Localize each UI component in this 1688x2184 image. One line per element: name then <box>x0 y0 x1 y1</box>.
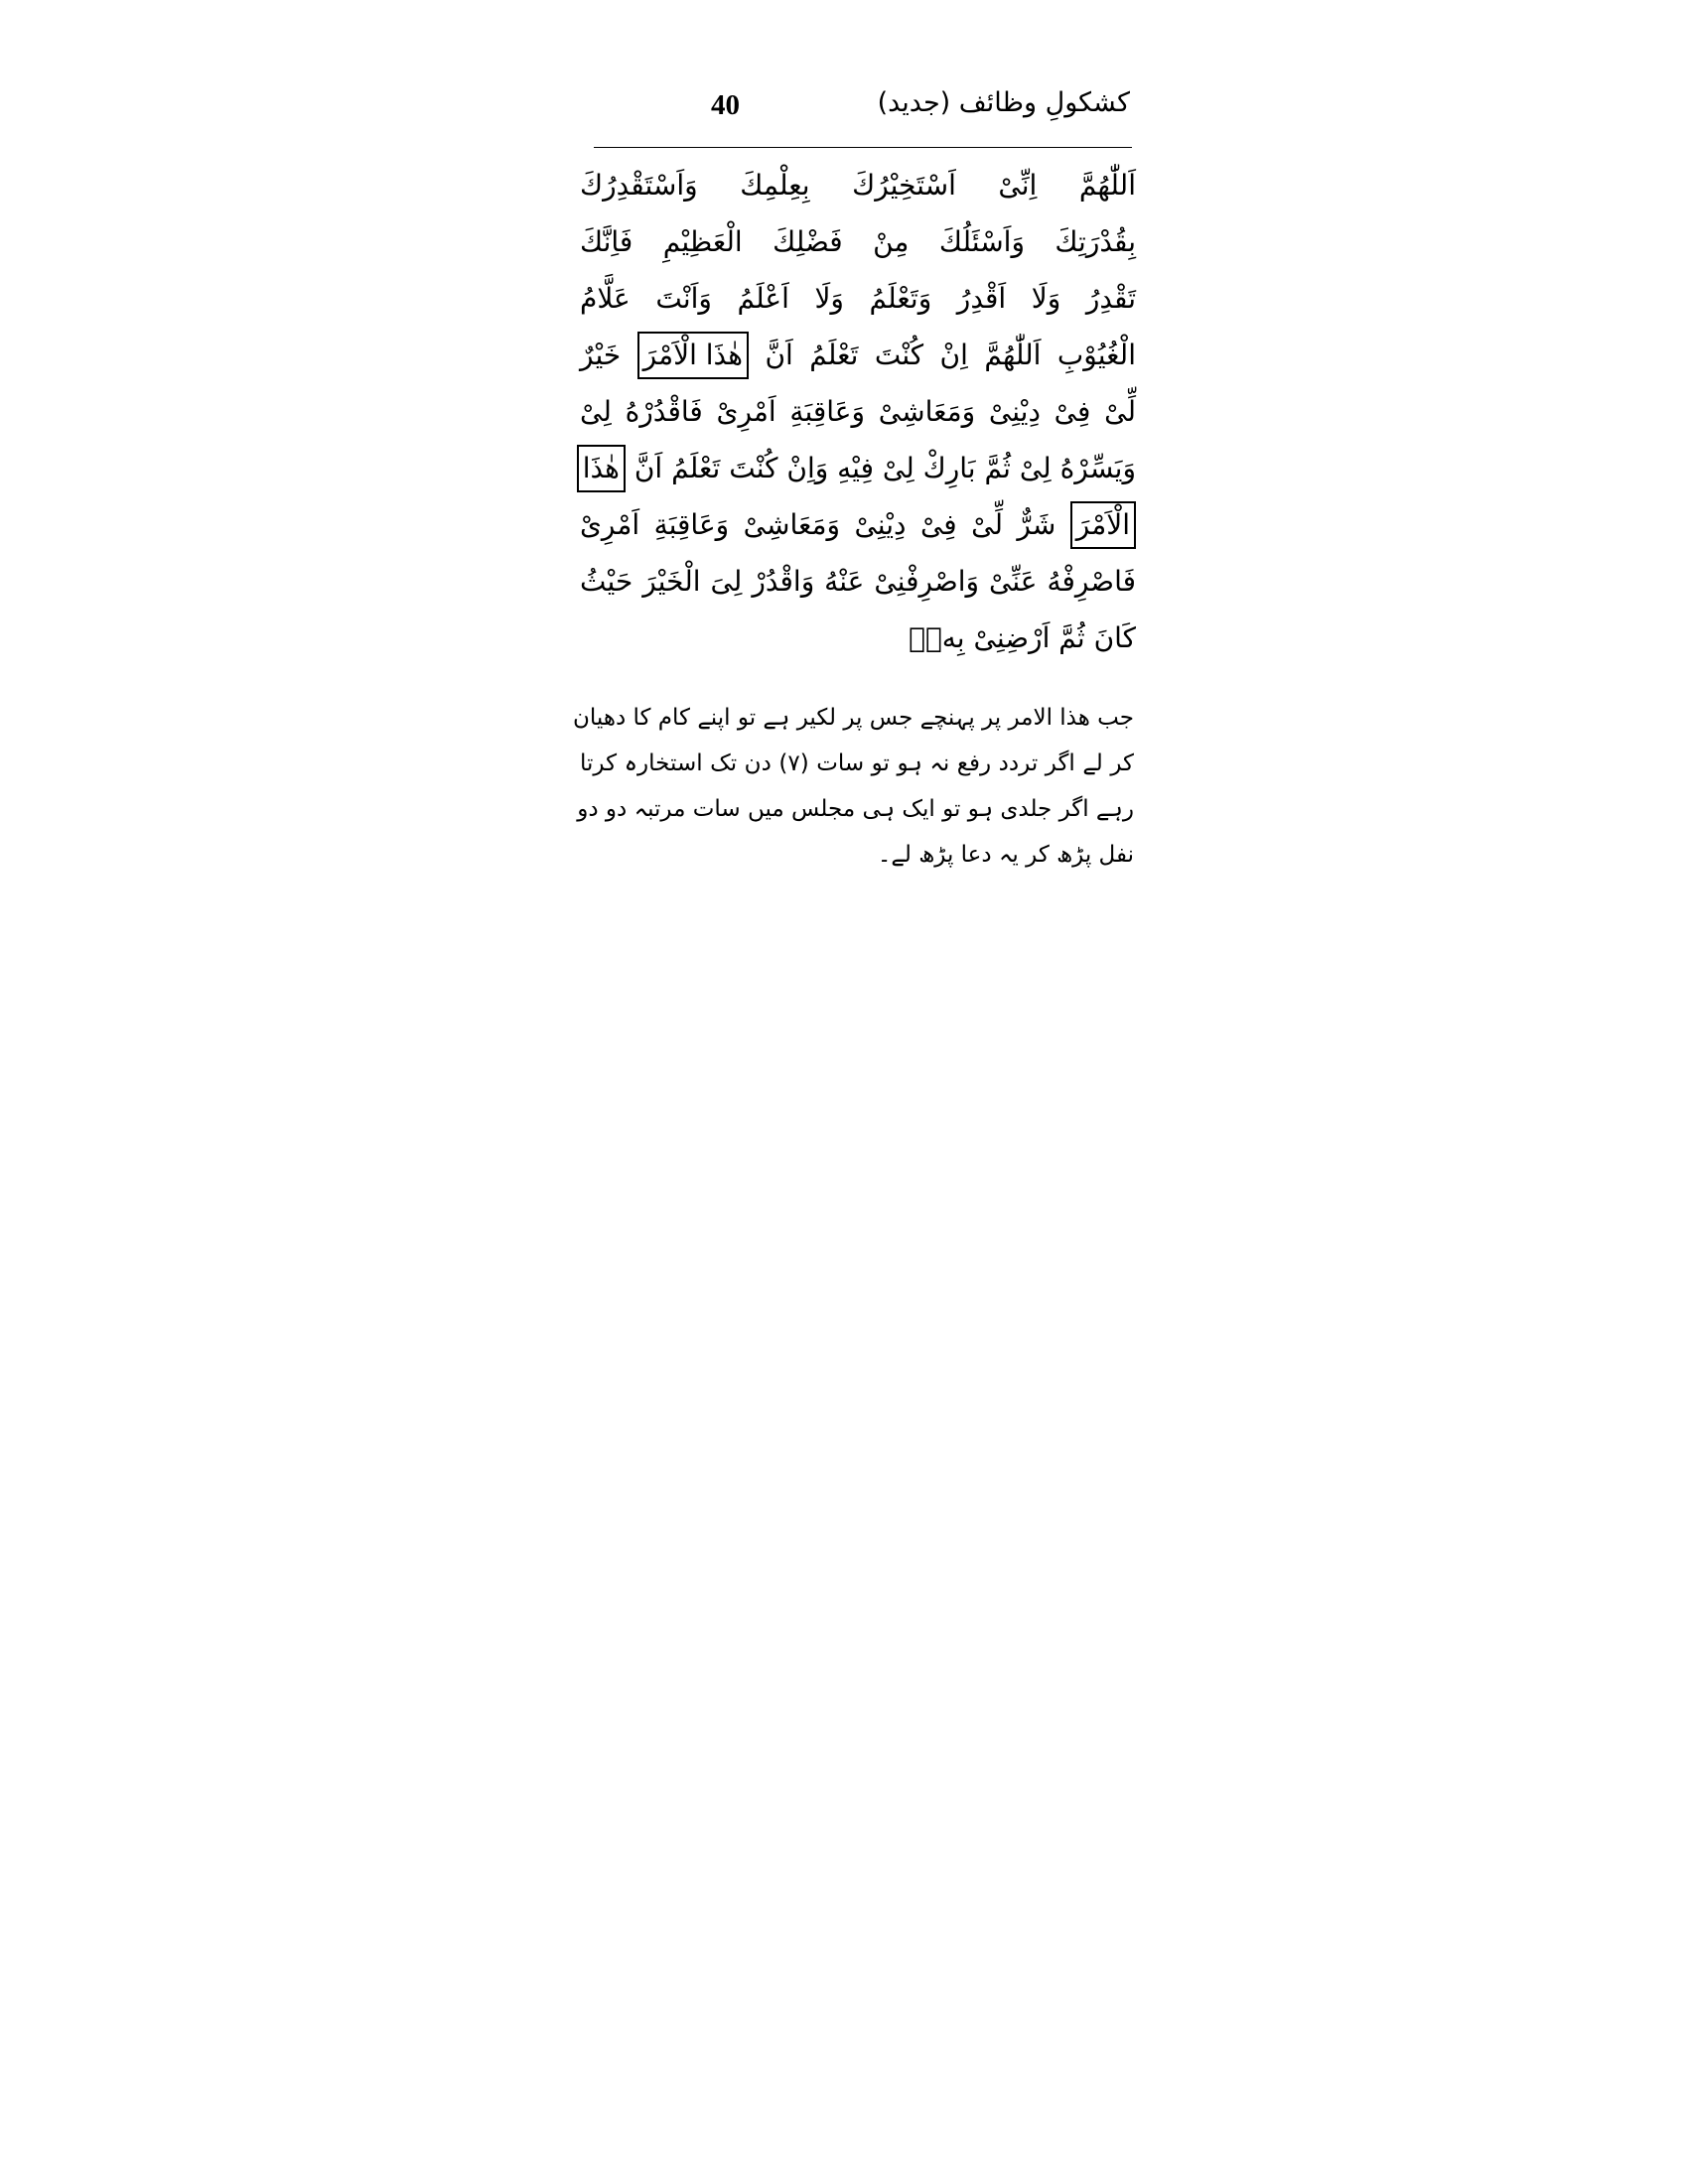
page-header <box>594 81 1130 137</box>
dua-line <box>580 327 1136 383</box>
dua-text: كَانَ ثُمَّ اَرْضِنِیْ بِهٖ۔ <box>909 621 1136 654</box>
dua-line <box>580 610 1136 666</box>
dua-text: فَاصْرِفْهُ عَنِّیْ وَاصْرِفْنِیْ عَنْهُ وَاقْدُرْ لِیَ الْخَیْرَ حَیْثُ <box>580 565 1136 598</box>
dua-line <box>580 383 1136 440</box>
header-divider <box>594 147 1132 148</box>
dua-line <box>580 157 1136 213</box>
instructions-block <box>573 695 1134 878</box>
dua-text: خَیْرٌ <box>580 339 622 371</box>
dua-text-block <box>580 157 1136 666</box>
dua-text: اَللّٰهُمَّ اِنِّیْ اَسْتَخِیْرُكَ بِعِلْمِكَ وَاَسْتَقْدِرُكَ <box>580 169 1136 202</box>
boxed-phrase: هٰذَا الْاَمْرَ <box>637 332 749 379</box>
book-title: کشکولِ وظائف (جدید) <box>877 87 1130 118</box>
boxed-phrase: هٰذَا <box>577 445 626 492</box>
dua-text: تَقْدِرُ وَلَا اَقْدِرُ وَتَعْلَمُ وَلَا اَعْلَمُ وَاَنْتَ عَلَّامُ <box>580 282 1136 315</box>
dua-text: بِقُدْرَتِكَ وَاَسْئَلُكَ مِنْ فَضْلِكَ الْعَظِیْمِ فَاِنَّكَ <box>580 225 1136 258</box>
instruction-line: جب ھذا الامر پر پہنچے جس پر لکیر ہے تو اپنے کام کا دھیان <box>573 705 1134 731</box>
dua-line <box>580 440 1136 496</box>
dua-line <box>580 496 1136 553</box>
dua-text: لِّیْ فِیْ دِیْنِیْ وَمَعَاشِیْ وَعَاقِبَةِ اَمْرِیْ فَاقْدُرْهُ لِیْ <box>580 395 1136 428</box>
boxed-phrase: الْاَمْرَ <box>1070 501 1136 549</box>
page-number: 40 <box>711 89 740 121</box>
dua-line <box>580 213 1136 270</box>
instruction-line: نفل پڑھ کر یہ دعا پڑھ لے۔ <box>877 842 1134 868</box>
instruction-line: کر لے اگر تردد رفع نہ ہو تو سات (۷) دن تک استخارہ کرتا <box>580 751 1134 776</box>
dua-text: وَیَسِّرْهُ لِیْ ثُمَّ بَارِكْ لِیْ فِیْهِ وَاِنْ كُنْتَ تَعْلَمُ اَنَّ <box>633 452 1136 484</box>
dua-line <box>580 553 1136 610</box>
dua-line <box>580 270 1136 327</box>
dua-text: شَرٌّ لِّیْ فِیْ دِیْنِیْ وَمَعَاشِیْ وَعَاقِبَةِ اَمْرِیْ <box>580 508 1056 541</box>
dua-text: الْغُیُوْبِ اَللّٰهُمَّ اِنْ كُنْتَ تَعْلَمُ اَنَّ <box>765 339 1136 371</box>
instruction-line: رہے اگر جلدی ہو تو ایک ہی مجلس میں سات مرتبہ دو دو <box>577 796 1134 822</box>
